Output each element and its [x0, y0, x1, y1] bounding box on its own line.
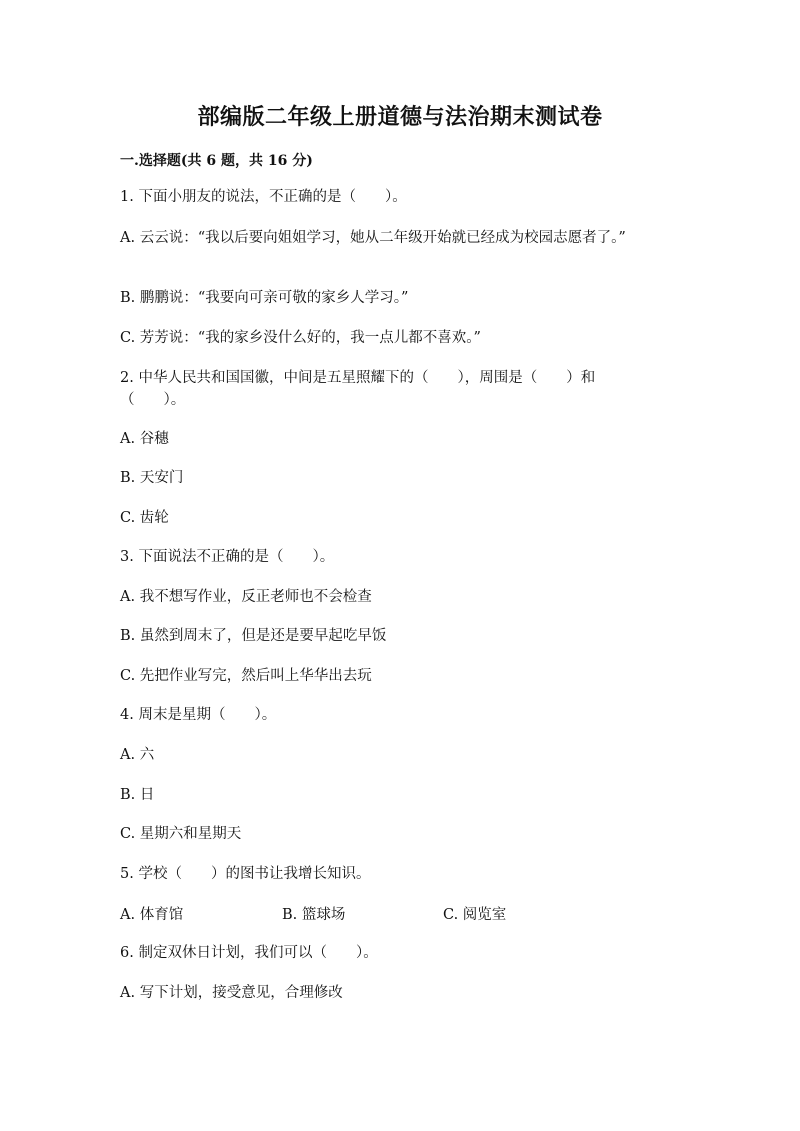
question-6-stem: 6. 制定双休日计划，我们可以（ ）。 — [120, 945, 378, 961]
question-3-stem: 3. 下面说法不正确的是（ ）。 — [120, 549, 335, 565]
question-2-option-c: C. 齿轮 — [120, 510, 169, 526]
question-4-option-b: B. 日 — [120, 787, 155, 803]
question-5-option-b: B. 篮球场 — [282, 907, 346, 923]
question-4-stem: 4. 周末是星期（ ）。 — [120, 707, 277, 723]
question-3-option-c: C. 先把作业写完，然后叫上华华出去玩 — [120, 668, 372, 684]
question-2-option-b: B. 天安门 — [120, 470, 184, 486]
question-6-option-a: A. 写下计划，接受意见，合理修改 — [120, 985, 343, 1001]
page-title: 部编版二年级上册道德与法治期末测试卷 — [197, 104, 603, 130]
question-1-option-c: C. 芳芳说：“我的家乡没什么好的，我一点儿都不喜欢。” — [120, 330, 481, 346]
section-heading: 一.选择题(共 6 题，共 16 分) — [120, 153, 313, 169]
question-3-option-a: A. 我不想写作业，反正老师也不会检查 — [120, 589, 372, 605]
question-2-option-a: A. 谷穗 — [120, 431, 169, 447]
question-4-option-c: C. 星期六和星期天 — [120, 826, 242, 842]
question-5-option-a: A. 体育馆 — [120, 907, 184, 923]
question-1-stem: 1. 下面小朋友的说法，不正确的是（ ）。 — [120, 189, 407, 205]
question-1-option-a: A. 云云说：“我以后要向姐姐学习，她从二年级开始就已经成为校园志愿者了。” — [120, 230, 626, 246]
question-4-option-a: A. 六 — [120, 747, 155, 763]
question-2-stem-line2: （ ）。 — [120, 392, 186, 408]
question-1-option-b: B. 鹏鹏说：“我要向可亲可敬的家乡人学习。” — [120, 290, 409, 306]
question-3-option-b: B. 虽然到周末了，但是还是要早起吃早饭 — [120, 628, 387, 644]
question-5-stem: 5. 学校（ ）的图书让我增长知识。 — [120, 866, 371, 882]
question-5-option-c: C. 阅览室 — [443, 907, 507, 923]
question-2-stem-line1: 2. 中华人民共和国国徽，中间是五星照耀下的（ ），周围是（ ）和 — [120, 370, 596, 386]
